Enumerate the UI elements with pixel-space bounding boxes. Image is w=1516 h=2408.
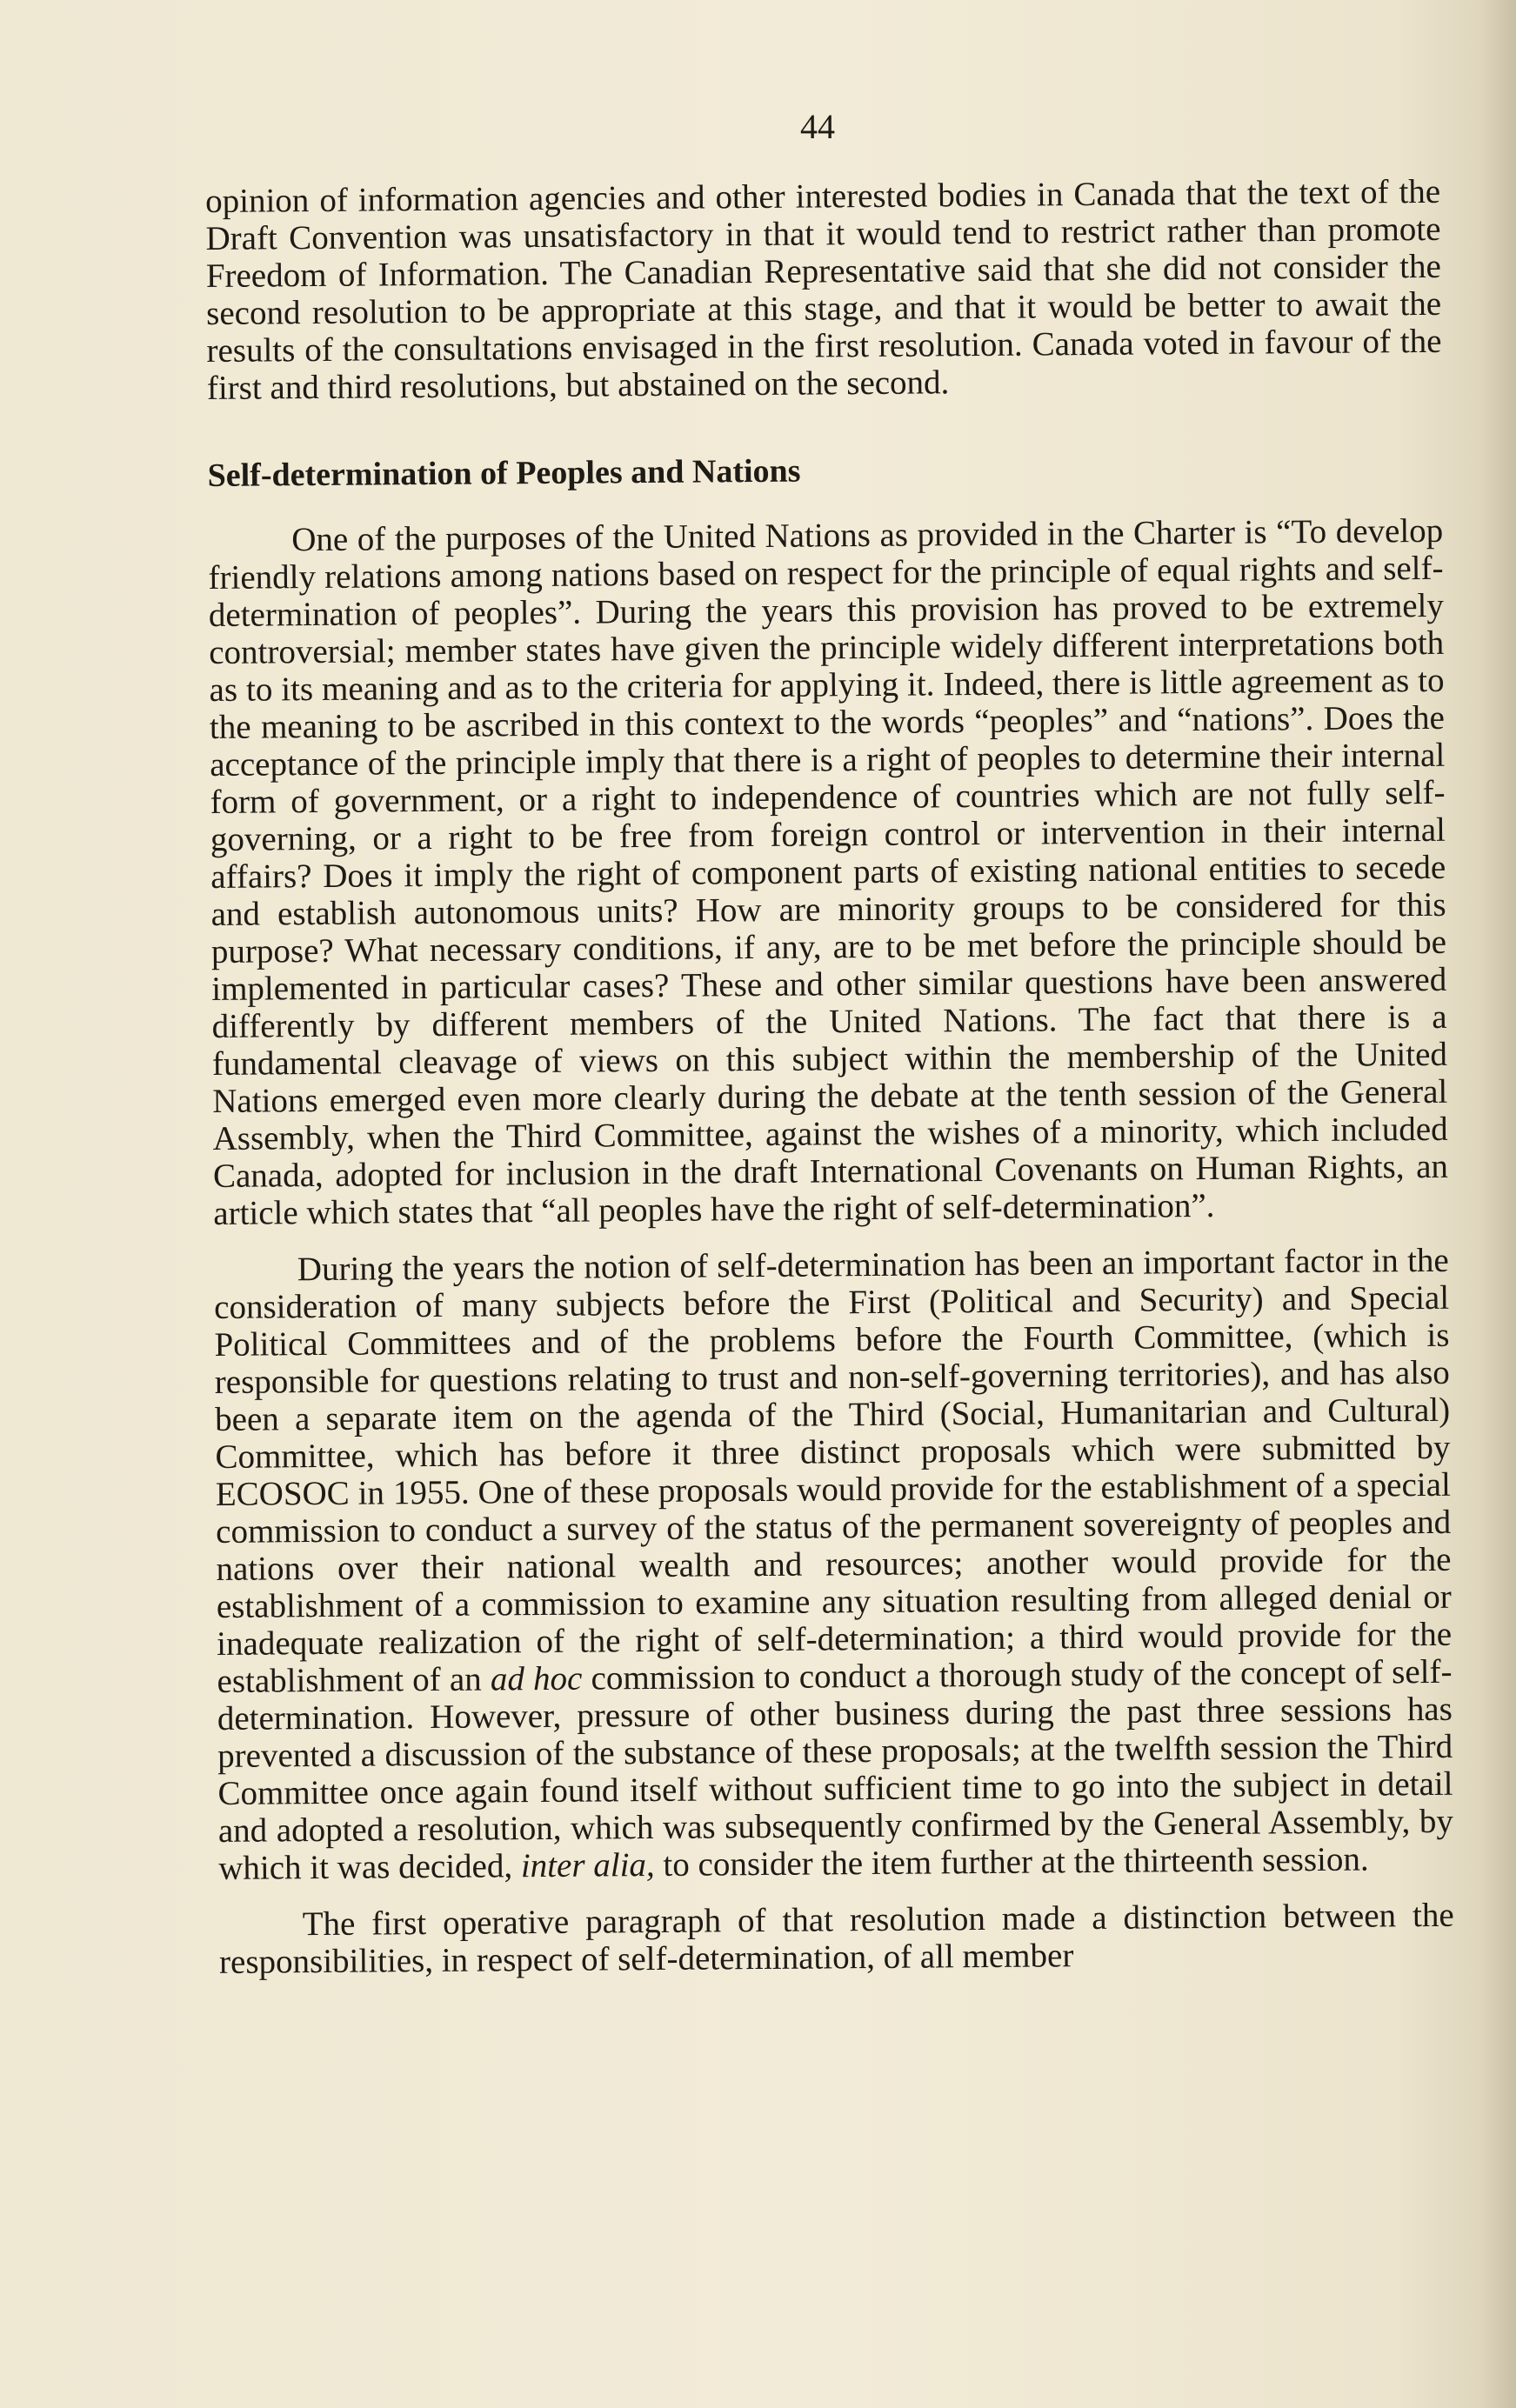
paragraph-committees-text-a: During the years the notion of self-determination has been an important factor in the consideration of many subjects before the First (Political and Security) and Special Political Committees and of the problems before the Fourth Committee, (which is responsible for questions relating to trust and non-self-governing territories), and has also been a separate item on the agenda of the Third (Social, Humanitarian and Cultural) Committee, which has before it three distinct proposals which were submitted by ECOSOC in 1955. One of these proposals would provide for the establishment of a special commission to conduct a survey of the status of the permanent sovereignty of peoples and nations over their national wealth and resources; another would provide for the establishment of a commission to examine any situation resulting from alleged denial or inadequate realization of the right of self-determination; a third would provide for the establishment of an [213, 1241, 1453, 1700]
paragraph-committees [214, 1242, 1454, 1887]
page-edge-shadow [1481, 0, 1516, 2408]
paragraph-committees-text-b: commission to conduct a thorough study of the concept of self-determination. However, pressure of other business during the past three sessions has prevented a discussion of the substance of these proposals; at the twelfth session the Third Committee once again found itself without sufficient time to go into the subject in detail and adopted a resolution, which was subsequently confirmed by the General Assembly, by which it was decided, [217, 1652, 1454, 1887]
italic-ad-hoc: ad hoc [490, 1659, 583, 1698]
page-body [205, 173, 1454, 1981]
paragraph-committees-text-c: to consider the item further at the thirteenth session. [663, 1840, 1369, 1884]
paragraph-operative: The first operative paragraph of that resolution made a distinction between the responsibilities, in respect of self-determination, of all member [218, 1896, 1454, 1981]
page-number: 44 [800, 107, 835, 146]
paragraph-purposes: One of the purposes of the United Nations as provided in the Charter is “To develop friendly relations among nations based on respect for the principle of equal rights and self-determination of peoples”. During the years this provision has proved to be extremely controversial; member states have given the principle widely different interpretations both as to its meaning and as to the criteria for applying it. Indeed, there is little agreement as to the meaning to be ascribed in this context to the words “peoples” and “nations”. Does the acceptance of the principle imply that there is a right of peoples to determine their internal form of government, or a right to independence of countries which are not fully self-governing, or a right to be free from foreign control or intervention in their internal affairs? Does it imply the right of component parts of existing national entities to secede and establish autonomous units? How are minority groups to be considered for this purpose? What necessary conditions, if any, are to be met before the principle should be implemented in particular cases? These and other similar questions have been answered differently by different members of the United Nations. The fact that there is a fundamental cleavage of views on this subject within the membership of the United Nations emerged even more clearly during the debate at the tenth session of the General Assembly, when the Third Committee, against the wishes of a minority, which included Canada, adopted for inclusion in the draft International Covenants on Human Rights, an article which states that “all peoples have the right of self-determination”. [208, 511, 1449, 1232]
section-heading: Self-determination of Peoples and Nations [207, 452, 801, 494]
italic-inter-alia: inter alia, [520, 1846, 655, 1885]
intro-paragraph: opinion of information agencies and other interested bodies in Canada that the text of the Draft Convention was unsatisfactory in that it would tend to restrict rather than promote Freedom of Information. The Canadian Representative said that she did not consider the second resolution to be appropriate at this stage, and that it would be better to await the results of the consultations envisaged in the first resolution. Canada voted in favour of the first and third resolutions, but abstained on the second. [205, 172, 1442, 407]
